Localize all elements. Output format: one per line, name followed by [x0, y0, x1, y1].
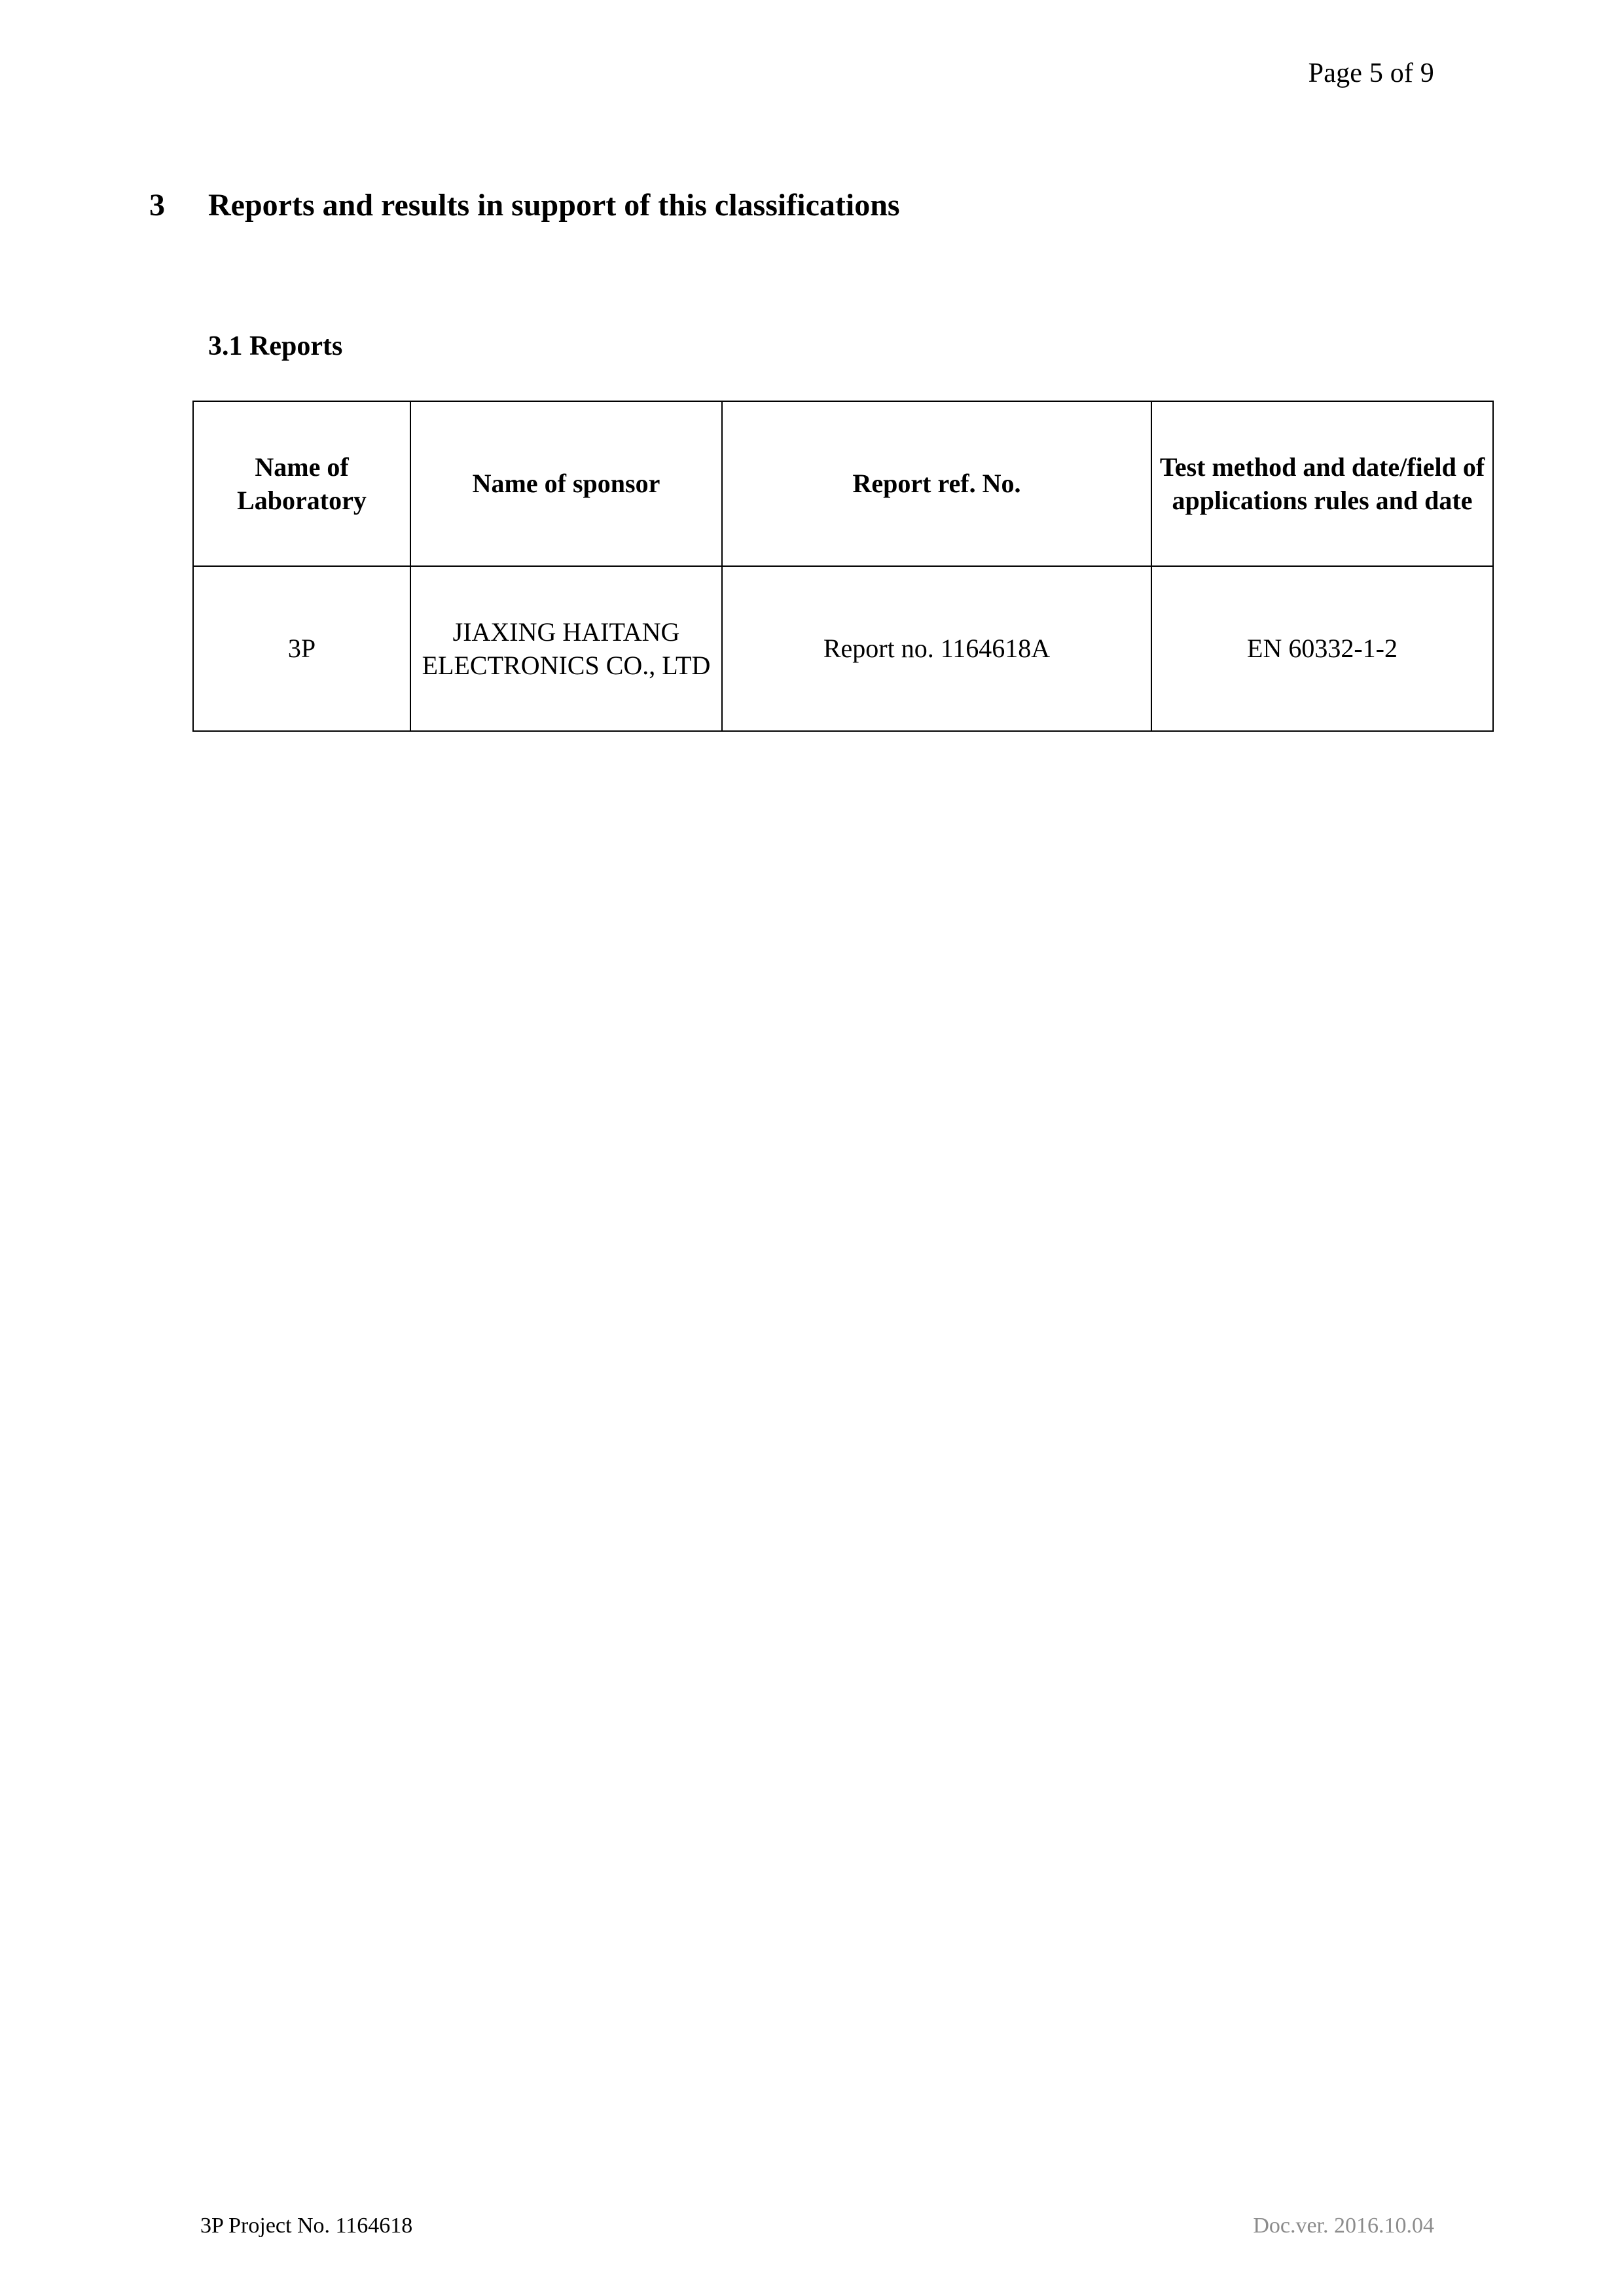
column-header-laboratory: Name of Laboratory: [193, 401, 410, 566]
subsection-title: 3.1 Reports: [208, 331, 343, 361]
reports-table: [192, 401, 1494, 732]
column-header-sponsor: Name of sponsor: [410, 401, 722, 566]
footer-doc-version: Doc.ver. 2016.10.04: [1253, 2214, 1434, 2238]
cell-report-ref: Report no. 1164618A: [722, 566, 1151, 731]
section-heading: [149, 187, 1458, 223]
table-header-row: [193, 401, 1493, 566]
page-indicator: Page 5 of 9: [1308, 58, 1434, 88]
section-number: 3: [149, 188, 165, 223]
footer-project-number: 3P Project No. 1164618: [200, 2214, 413, 2238]
section-title: Reports and results in support of this classifications: [208, 188, 900, 223]
cell-test-method: EN 60332-1-2: [1151, 566, 1493, 731]
table-row: [193, 566, 1493, 731]
column-header-report-ref: Report ref. No.: [722, 401, 1151, 566]
cell-sponsor: JIAXING HAITANG ELECTRONICS CO., LTD: [410, 566, 722, 731]
column-header-test-method: Test method and date/field of applications rules and date: [1151, 401, 1493, 566]
cell-laboratory: 3P: [193, 566, 410, 731]
